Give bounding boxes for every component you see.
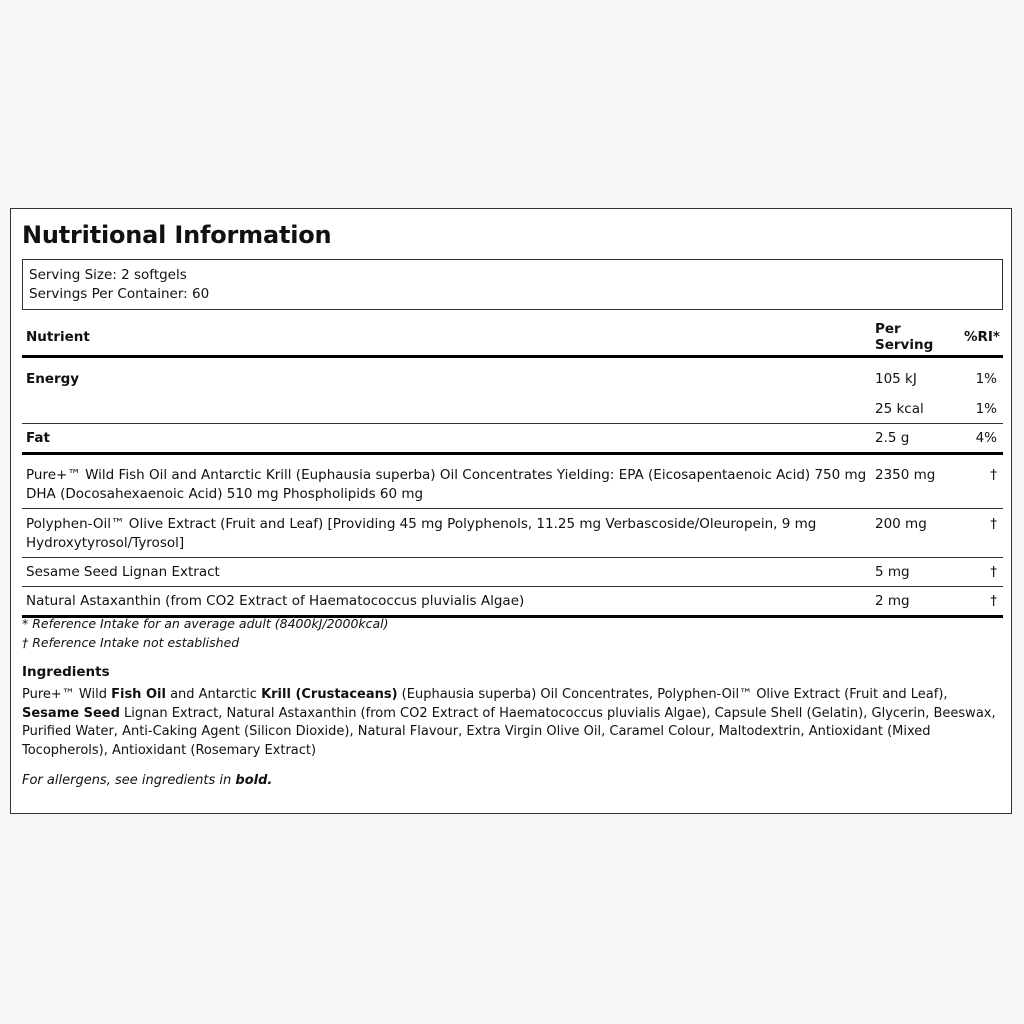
header-nutrient: Nutrient bbox=[22, 317, 871, 357]
footnotes bbox=[22, 614, 389, 652]
table-row bbox=[22, 587, 1003, 617]
page-title: Nutritional Information bbox=[22, 221, 332, 249]
serving-size: Serving Size: 2 softgels bbox=[29, 267, 187, 283]
energy-kcal-ri: 1% bbox=[959, 392, 1003, 424]
table-row bbox=[22, 558, 1003, 587]
row-label: Polyphen-Oil™ Olive Extract (Fruit and Leaf) [Providing 45 mg Polyphenols, 11.25 mg Verbascoside/Oleuropein, 9 mg Hydroxytyrosol/Tyrosol] bbox=[22, 509, 871, 558]
footnote-ri: * Reference Intake for an average adult (8400kJ/2000kcal) bbox=[22, 616, 389, 631]
row-value: 2 mg bbox=[871, 587, 959, 617]
nutrition-table bbox=[22, 317, 1003, 618]
row-label: Pure+™ Wild Fish Oil and Antarctic Krill (Euphausia superba) Oil Concentrates Yielding: EPA (Eicosapentaenoic Acid) 750 mg DHA (Docosahexaenoic Acid) 510 mg Phospholipids 60 mg bbox=[22, 454, 871, 509]
ingredient-text: and Antarctic bbox=[165, 687, 262, 702]
row-ri: † bbox=[959, 558, 1003, 587]
row-value: 200 mg bbox=[871, 509, 959, 558]
servings-per-container: Servings Per Container: 60 bbox=[29, 286, 210, 302]
allergen-ingredient: Sesame Seed bbox=[22, 705, 120, 721]
allergen-ingredient: Fish Oil bbox=[111, 687, 166, 702]
ingredients-text bbox=[22, 686, 997, 760]
row-value: 5 mg bbox=[871, 558, 959, 587]
allergen-note bbox=[22, 773, 272, 788]
ingredient-text: (Euphausia superba) Oil Concentrates, Polyphen-Oil™ Olive Extract (Fruit and Leaf), bbox=[397, 687, 948, 702]
energy-kcal-label bbox=[22, 392, 871, 424]
table-row-energy-kj bbox=[22, 357, 1003, 393]
energy-label: Energy bbox=[26, 371, 80, 387]
fat-value: 2.5 g bbox=[871, 424, 959, 454]
allergen-note-text: For allergens, see ingredients in bbox=[22, 773, 236, 788]
ingredient-text: Lignan Extract, Natural Astaxanthin (from CO2 Extract of Haematococcus pluvialis Algae), Capsule Shell (Gelatin), Glycerin, Beeswax, Purified Water, Anti-Caking Agent (Silicon Dioxide), Natural Flavour, Extra Virgin Olive Oil, Caramel Colour, Maltodextrin, Antioxidant (Mixed Tocopherols), Antioxidant (Rosemary Extract) bbox=[22, 705, 996, 758]
footnote-not-established: † Reference Intake not established bbox=[22, 635, 240, 650]
row-label: Natural Astaxanthin (from CO2 Extract of Haematococcus pluvialis Algae) bbox=[22, 587, 871, 617]
ingredient-text: Pure+™ Wild bbox=[22, 687, 112, 702]
row-ri: † bbox=[959, 454, 1003, 509]
fat-ri: 4% bbox=[959, 424, 1003, 454]
nutrition-panel bbox=[10, 208, 1012, 814]
fat-label: Fat bbox=[22, 424, 871, 454]
table-header-row bbox=[22, 317, 1003, 357]
row-label: Sesame Seed Lignan Extract bbox=[22, 558, 871, 587]
serving-info-box bbox=[22, 259, 1003, 310]
allergen-note-bold: bold. bbox=[235, 773, 273, 788]
row-ri: † bbox=[959, 509, 1003, 558]
row-value: 2350 mg bbox=[871, 454, 959, 509]
header-per-serving: Per Serving bbox=[871, 317, 959, 357]
allergen-ingredient: Krill (Crustaceans) bbox=[261, 687, 398, 702]
ingredients-heading: Ingredients bbox=[22, 664, 110, 680]
energy-kcal-value: 25 kcal bbox=[871, 392, 959, 424]
table-row bbox=[22, 454, 1003, 509]
table-row-energy-kcal bbox=[22, 392, 1003, 424]
header-ri: %RI* bbox=[959, 317, 1003, 357]
row-ri: † bbox=[959, 587, 1003, 617]
energy-kj-value: 105 kJ bbox=[875, 371, 917, 387]
energy-kj-ri: 1% bbox=[975, 371, 997, 387]
table-row-fat bbox=[22, 424, 1003, 454]
table-row bbox=[22, 509, 1003, 558]
